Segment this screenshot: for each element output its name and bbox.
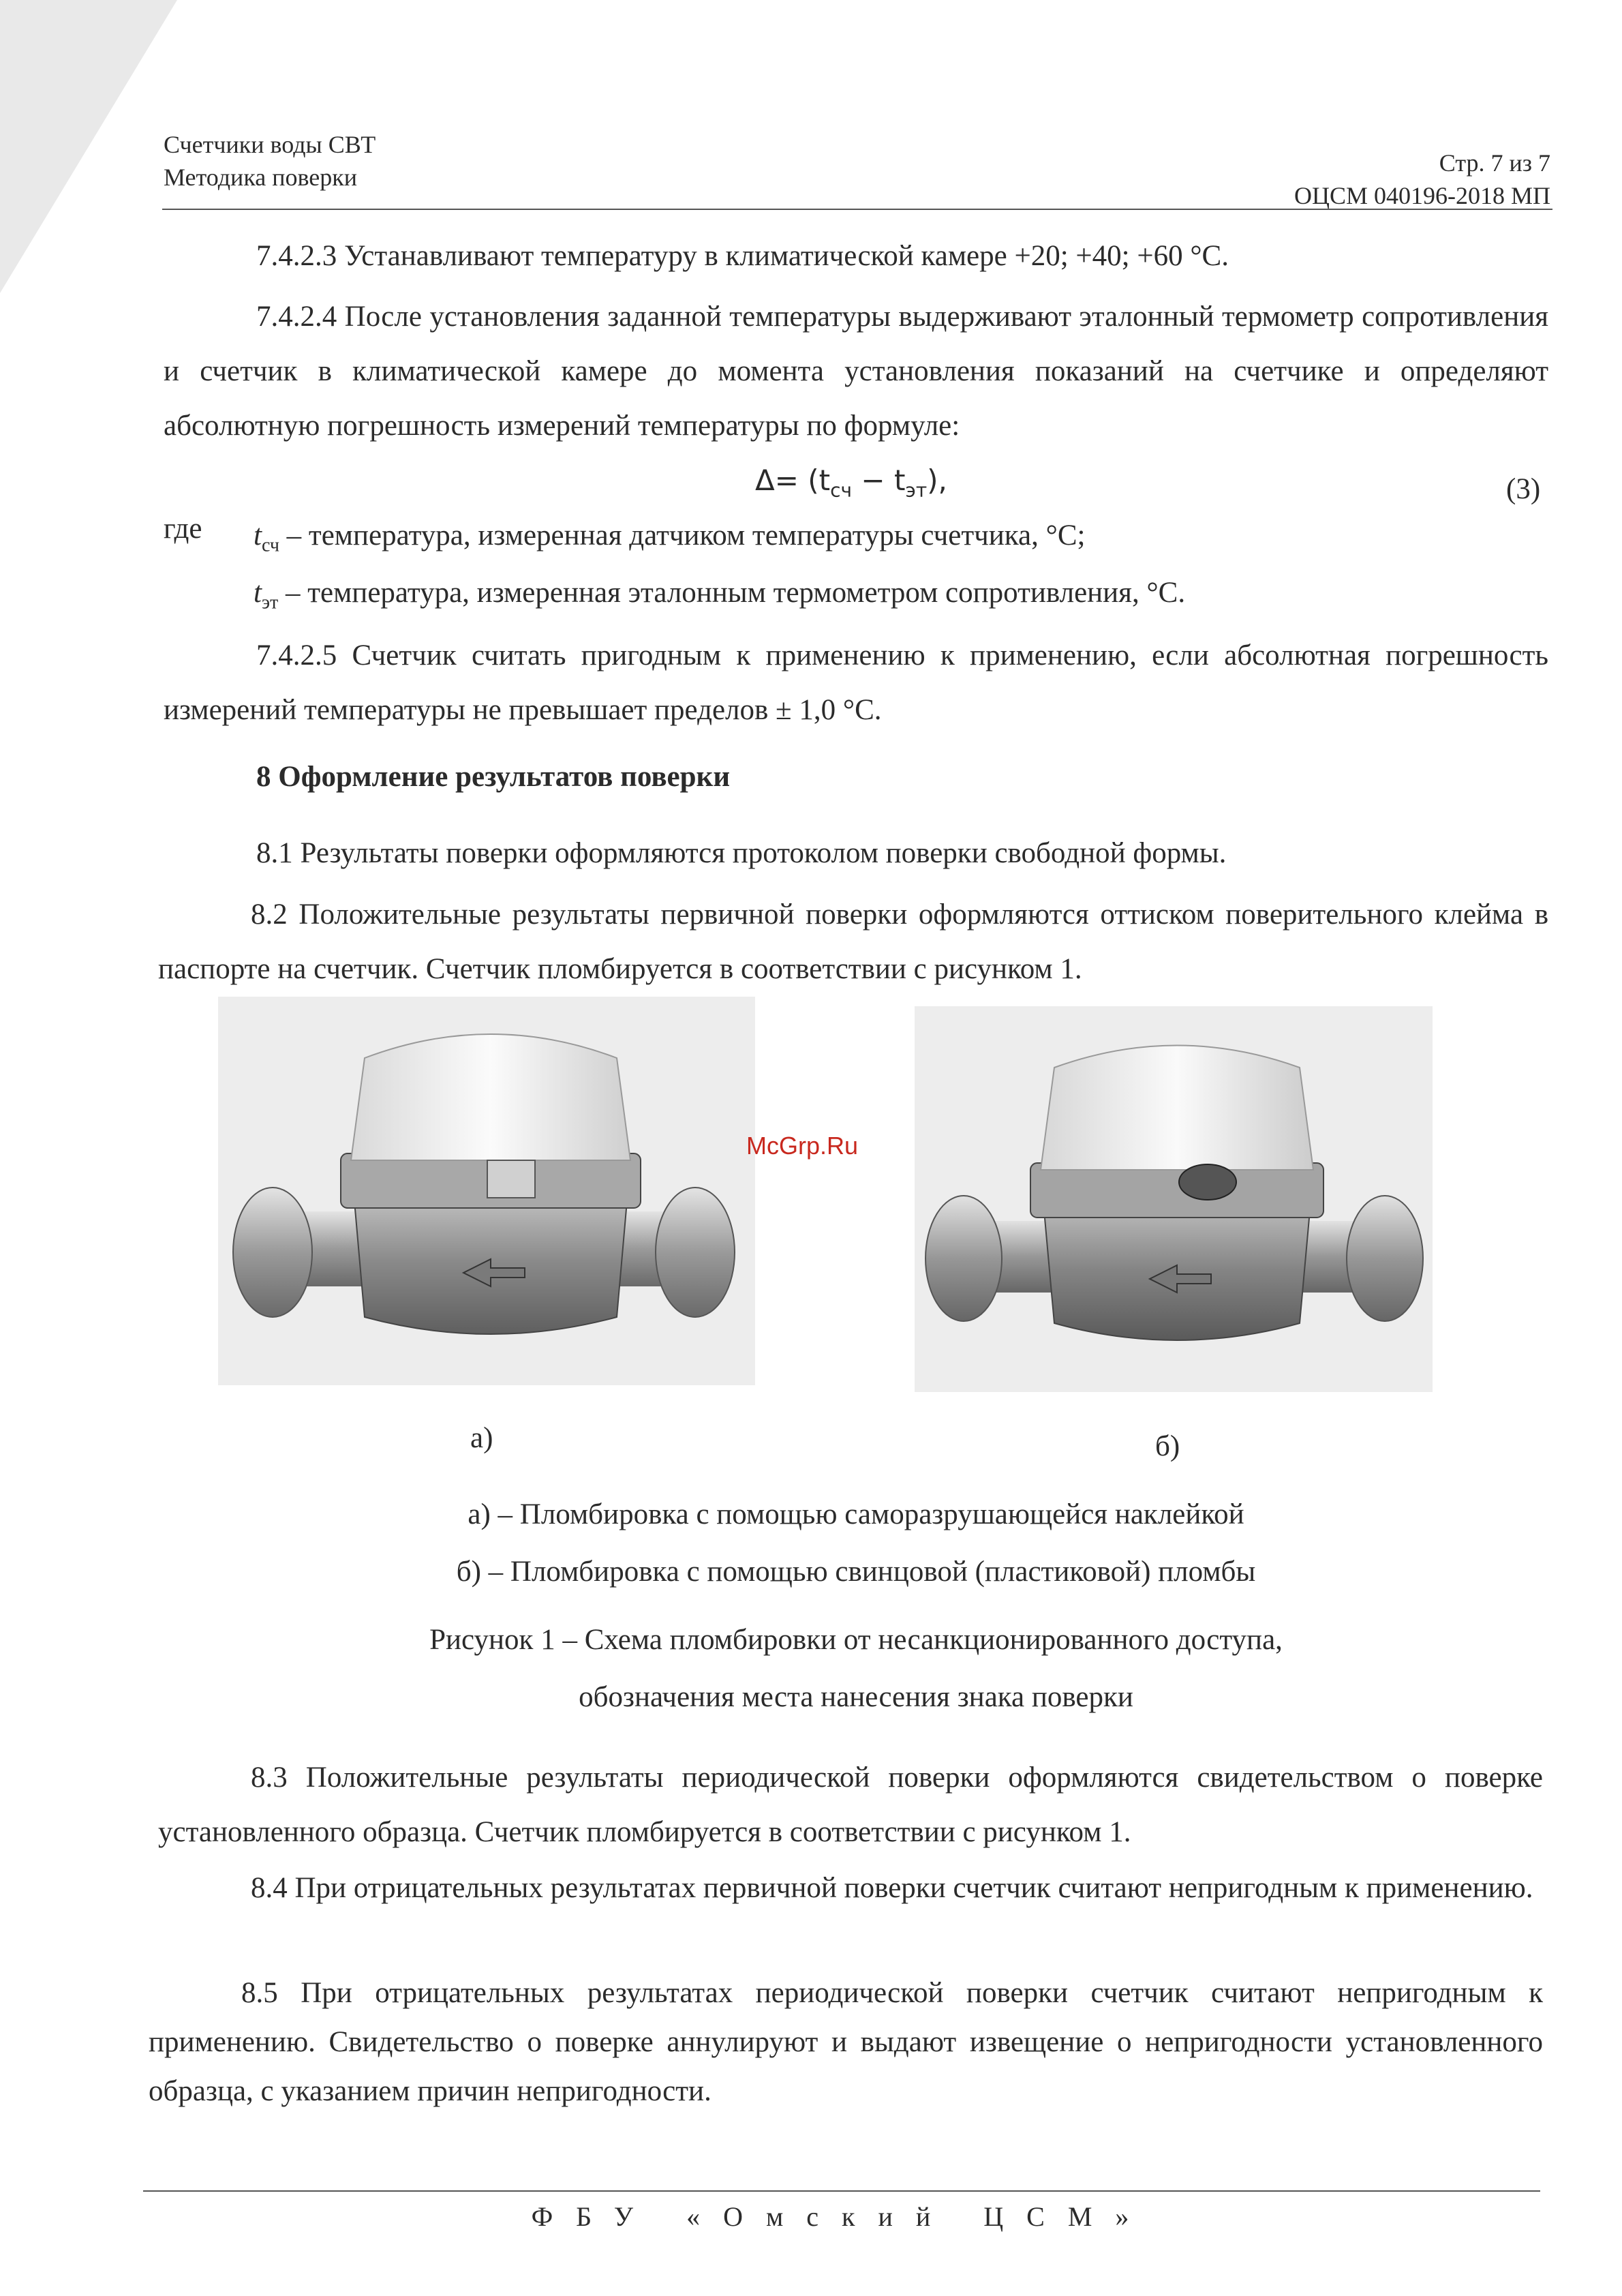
where-item-tet: $t_{эт}$ – температура, измеренная эталонным термометром сопротивления, °С. (254, 577, 1186, 614)
paragraph-8-4: 8.4 При отрицательных результатах первичной поверки счетчик считают непригодным к применению. (251, 1872, 1533, 1904)
formula-number: (3) (1506, 473, 1541, 505)
header-title: Счетчики воды СВТ (164, 131, 376, 158)
paragraph-8-3: 8.3 Положительные результаты периодической поверки оформляются свидетельством о поверке установленного образца. Счетчик пломбируется в соответствии с рисунком 1. (158, 1762, 1543, 1848)
header-rule (162, 209, 1552, 210)
footer-organization: ФБУ «Омский ЦСМ» (531, 2201, 1152, 2232)
figure-title-line1: Рисунок 1 – Схема пломбировки от несанкционированного доступа, (429, 1624, 1283, 1656)
where-label: где (164, 513, 202, 545)
paragraph-8-5: 8.5 При отрицательных результатах периодической поверки счетчик считают непригодным к применению. Свидетельство о поверке аннулируют и выдают извещение о непригодности установленного образца, с указанием причин непригодности. (149, 1977, 1543, 2107)
scan-corner-shadow (0, 0, 177, 293)
figure-label-b: б) (1155, 1430, 1180, 1462)
figure-caption-a: а) – Пломбировка с помощью саморазрушающейся наклейкой (468, 1498, 1244, 1530)
water-meter-photo-b (915, 1006, 1433, 1392)
where-item-tsch: $t_{сч}$ – температура, измеренная датчиком температуры счетчика, °С; (254, 519, 1086, 556)
water-meter-photo-a (218, 997, 755, 1385)
paragraph-7-4-2-4: 7.4.2.4 После установления заданной температуры выдерживают эталонный термометр сопротивления и счетчик в климатической камере до момента установления показаний на счетчике и определяют абсолютную погрешность измерений температуры по формуле: (164, 301, 1548, 442)
watermark: McGrp.Ru (746, 1132, 859, 1160)
water-meter-b-drawing (915, 1006, 1433, 1392)
paragraph-7-4-2-5: 7.4.2.5 Счетчик считать пригодным к применению к применению, если абсолютная погрешность измерений температуры не превышает пределов ± 1,0 °С. (164, 639, 1548, 726)
header-right (1022, 147, 1550, 212)
formula-3: $\Delta= (t_{сч} - t_{эт})$, (755, 464, 947, 502)
header-page-number: Стр. 7 из 7 (1439, 149, 1550, 177)
header-doc-code: ОЦСМ 040196-2018 МП (1294, 182, 1550, 209)
header-subtitle: Методика поверки (164, 164, 358, 191)
figure-title-line2: обозначения места нанесения знака поверки (579, 1681, 1133, 1713)
figure-label-a: а) (470, 1422, 493, 1454)
paragraph-8-1: 8.1 Результаты поверки оформляются протоколом поверки свободной формы. (256, 837, 1227, 869)
paragraph-7-4-2-3: 7.4.2.3 Устанавливают температуру в климатической камере +20; +40; +60 °С. (256, 240, 1229, 272)
water-meter-a-drawing (218, 997, 755, 1385)
section-8-heading: 8 Оформление результатов поверки (256, 761, 731, 793)
paragraph-8-2: 8.2 Положительные результаты первичной поверки оформляются оттиском поверительного клейма в паспорте на счетчик. Счетчик пломбируется в соответствии с рисунком 1. (158, 898, 1548, 985)
header-left (164, 128, 376, 194)
footer-rule (143, 2190, 1540, 2192)
figure-caption-b: б) – Пломбировка с помощью свинцовой (пластиковой) пломбы (456, 1556, 1256, 1588)
